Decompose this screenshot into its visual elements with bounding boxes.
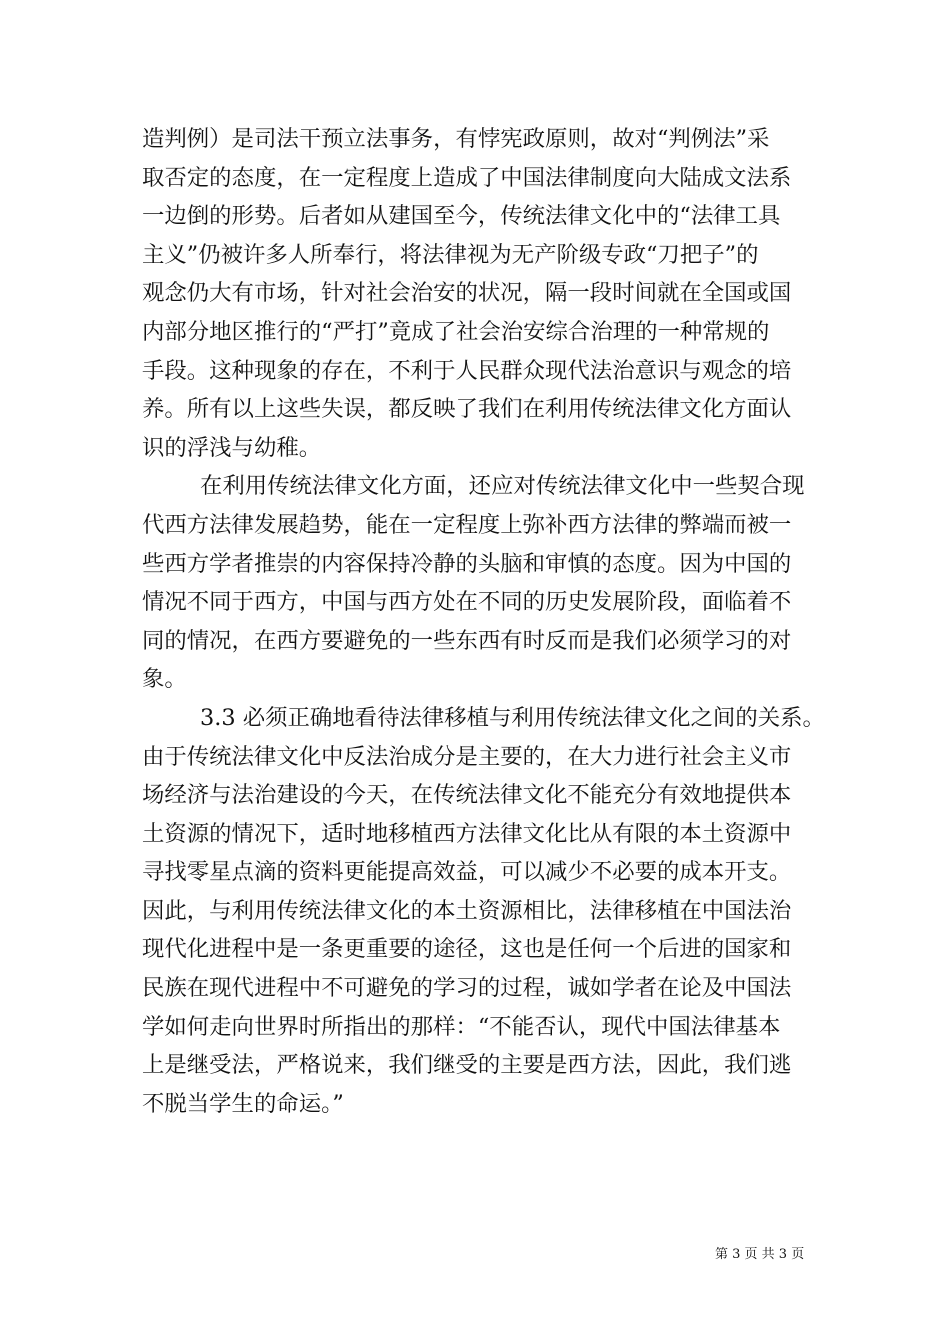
text-line: 土资源的情况下，适时地移植西方法律文化比从有限的本土资源中 xyxy=(142,820,792,847)
text-line: 象。 xyxy=(142,666,187,693)
paragraph xyxy=(142,120,812,467)
text-line: 因此，与利用传统法律文化的本土资源相比，法律移植在中国法治 xyxy=(142,897,792,924)
text-line: 代西方法律发展趋势，能在一定程度上弥补西方法律的弊端而被一 xyxy=(142,511,792,538)
text-line: 在利用传统法律文化方面，还应对传统法律文化中一些契合现 xyxy=(200,473,805,500)
text-line: 上是继受法，严格说来，我们继受的主要是西方法，因此，我们逃 xyxy=(142,1052,792,1079)
text-line: 民族在现代进程中不可避免的学习的过程，诚如学者在论及中国法 xyxy=(142,975,792,1002)
text-line: 寻找零星点滴的资料更能提高效益，可以减少不必要的成本开支。 xyxy=(142,859,792,886)
text-line: 学如何走向世界时所指出的那样：“不能否认，现代中国法律基本 xyxy=(142,1013,781,1040)
text-line: 同的情况，在西方要避免的一些东西有时反而是我们必须学习的对 xyxy=(142,627,792,654)
text-line: 情况不同于西方，中国与西方处在不同的历史发展阶段，面临着不 xyxy=(142,589,792,616)
text-line: 识的浮浅与幼稚。 xyxy=(142,434,322,461)
text-line: 现代化进程中是一条更重要的途径，这也是任何一个后进的国家和 xyxy=(142,936,792,963)
paragraph xyxy=(142,467,812,699)
page-number-footer: 第 3 页 共 3 页 xyxy=(715,1247,805,1262)
text-line: 观念仍大有市场，针对社会治安的状况，隔一段时间就在全国或国 xyxy=(142,280,792,307)
text-line: 造判例）是司法干预立法事务，有悖宪政原则，故对“判例法”采 xyxy=(142,126,770,152)
text-line: 取否定的态度，在一定程度上造成了中国法律制度向大陆成文法系 xyxy=(142,164,792,191)
text-line: 内部分地区推行的“严打”竟成了社会治安综合治理的一种常规的 xyxy=(142,318,770,345)
text-line: 主义”仍被许多人所奉行，将法律视为无产阶级专政“刀把子”的 xyxy=(142,241,759,268)
paragraph xyxy=(142,699,825,1124)
text-line: 养。所有以上这些失误，都反映了我们在利用传统法律文化方面认 xyxy=(142,396,792,423)
text-line: 一边倒的形势。后者如从建国至今，传统法律文化中的“法律工具 xyxy=(142,203,781,230)
text-line: 由于传统法律文化中反法治成分是主要的，在大力进行社会主义市 xyxy=(142,743,792,770)
text-line: 3.3 必须正确地看待法律移植与利用传统法律文化之间的关系。 xyxy=(200,704,825,731)
document-body xyxy=(142,120,825,1123)
text-line: 场经济与法治建设的今天，在传统法律文化不能充分有效地提供本 xyxy=(142,782,792,809)
text-line: 手段。这种现象的存在，不利于人民群众现代法治意识与观念的培 xyxy=(142,357,792,384)
text-line: 些西方学者推崇的内容保持冷静的头脑和审慎的态度。因为中国的 xyxy=(142,550,792,577)
text-line: 不脱当学生的命运。” xyxy=(142,1090,344,1117)
